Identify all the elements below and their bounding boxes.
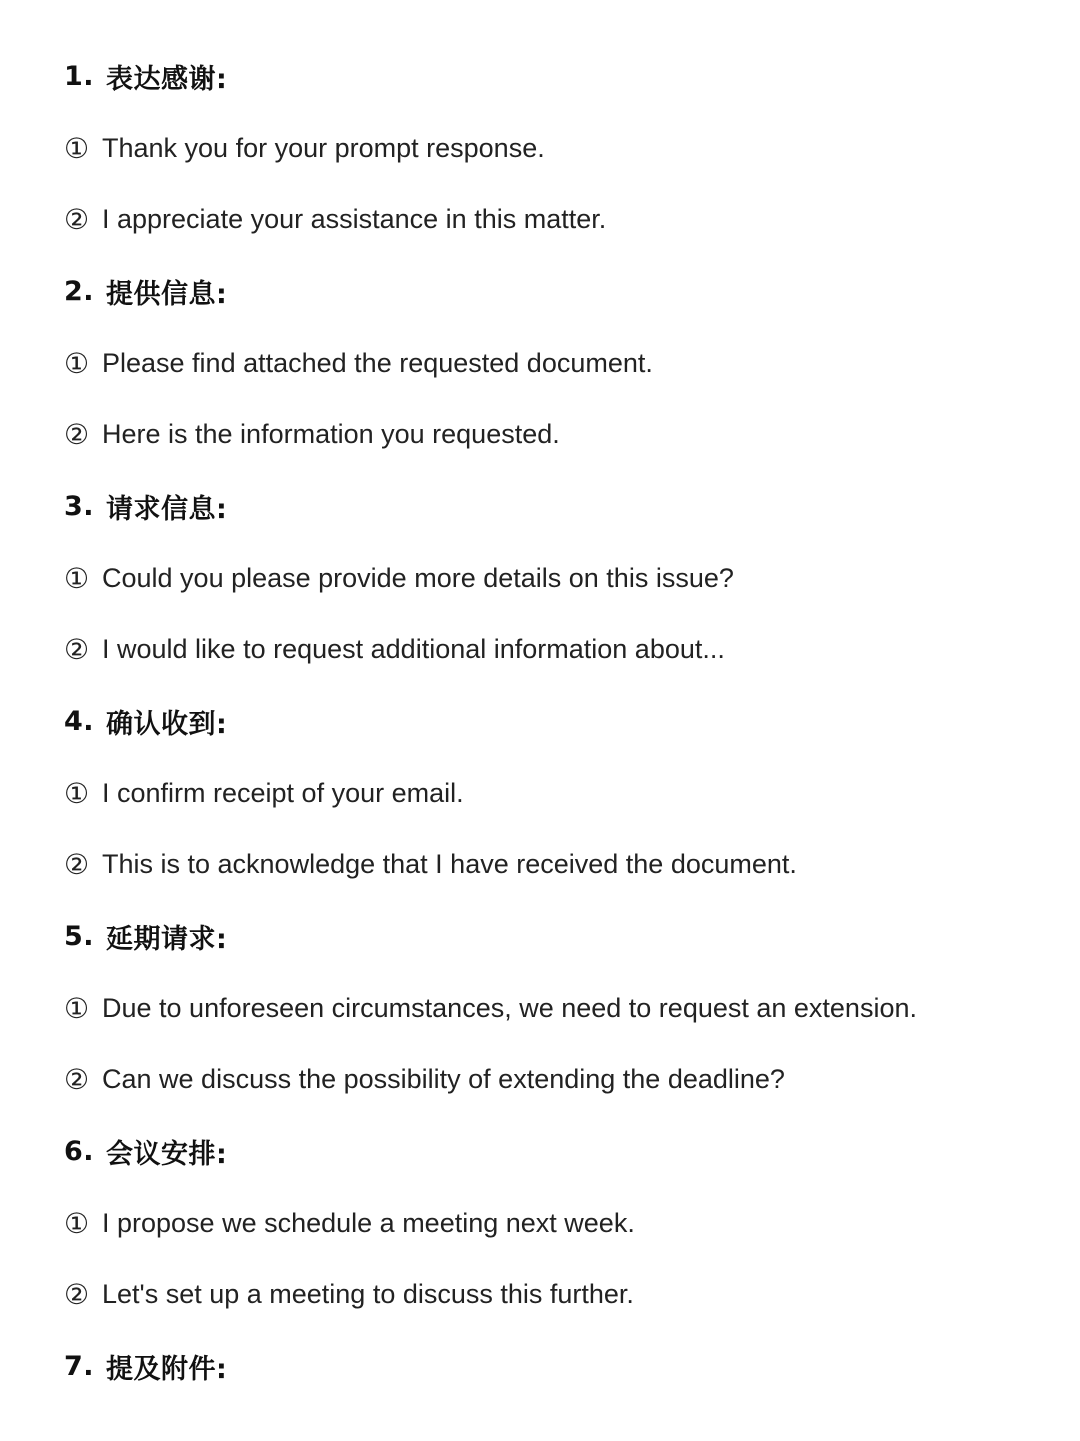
phrase-text: I would like to request additional information about...: [102, 633, 725, 664]
phrase-line: [64, 1203, 1024, 1243]
section-number: 6.: [64, 1135, 95, 1167]
phrase-text: I confirm receipt of your email.: [102, 777, 464, 808]
phrase-text: This is to acknowledge that I have received the document.: [102, 848, 797, 879]
phrase-text: Can we discuss the possibility of extending the deadline?: [102, 1063, 785, 1094]
circled-number-marker: ①: [64, 346, 90, 380]
phrase-text: Here is the information you requested.: [102, 418, 560, 449]
section-number: 2.: [64, 275, 95, 307]
phrase-text: Due to unforeseen circumstances, we need to request an extension.: [102, 992, 917, 1023]
section-thanks: [64, 56, 1024, 239]
phrase-line: [64, 199, 1024, 239]
circled-number-marker: ②: [64, 847, 90, 881]
phrase-text: Let's set up a meeting to discuss this further.: [102, 1278, 634, 1309]
section-heading: [64, 56, 1024, 96]
section-title: 确认收到:: [106, 708, 228, 740]
phrase-line: [64, 558, 1024, 598]
section-number: 1.: [64, 60, 95, 92]
phrase-line: [64, 414, 1024, 454]
phrase-line: [64, 844, 1024, 884]
phrase-line: [64, 128, 1024, 168]
phrase-text: Thank you for your prompt response.: [102, 132, 545, 163]
section-meeting: [64, 1131, 1024, 1314]
section-request-info: [64, 486, 1024, 669]
section-title: 提及附件:: [106, 1353, 228, 1385]
section-title: 延期请求:: [106, 923, 228, 955]
section-heading: [64, 271, 1024, 311]
circled-number-marker: ①: [64, 561, 90, 595]
phrase-line: [64, 773, 1024, 813]
phrase-line: [64, 629, 1024, 669]
phrase-text: Could you please provide more details on this issue?: [102, 562, 734, 593]
section-title: 提供信息:: [106, 278, 228, 310]
circled-number-marker: ①: [64, 1206, 90, 1240]
section-number: 5.: [64, 920, 95, 952]
phrase-line: [64, 1274, 1024, 1314]
section-title: 会议安排:: [106, 1138, 228, 1170]
section-number: 7.: [64, 1350, 95, 1382]
section-heading: [64, 1346, 1024, 1386]
circled-number-marker: ②: [64, 417, 90, 451]
section-extension-request: [64, 916, 1024, 1099]
phrase-text: I propose we schedule a meeting next week.: [102, 1207, 635, 1238]
section-attachments: [64, 1346, 1024, 1386]
section-heading: [64, 916, 1024, 956]
circled-number-marker: ②: [64, 1277, 90, 1311]
section-provide-info: [64, 271, 1024, 454]
circled-number-marker: ②: [64, 1062, 90, 1096]
section-title: 请求信息:: [106, 493, 228, 525]
circled-number-marker: ①: [64, 991, 90, 1025]
phrase-text: Please find attached the requested document.: [102, 347, 653, 378]
phrase-text: I appreciate your assistance in this matter.: [102, 203, 607, 234]
document-body: [64, 56, 1024, 1418]
circled-number-marker: ①: [64, 131, 90, 165]
circled-number-marker: ①: [64, 776, 90, 810]
phrase-line: [64, 343, 1024, 383]
phrase-line: [64, 1059, 1024, 1099]
phrase-line: [64, 988, 1024, 1028]
circled-number-marker: ②: [64, 632, 90, 666]
section-heading: [64, 486, 1024, 526]
circled-number-marker: ②: [64, 202, 90, 236]
section-heading: [64, 701, 1024, 741]
section-number: 3.: [64, 490, 95, 522]
section-title: 表达感谢:: [106, 63, 228, 95]
section-number: 4.: [64, 705, 95, 737]
section-heading: [64, 1131, 1024, 1171]
section-confirm-receipt: [64, 701, 1024, 884]
